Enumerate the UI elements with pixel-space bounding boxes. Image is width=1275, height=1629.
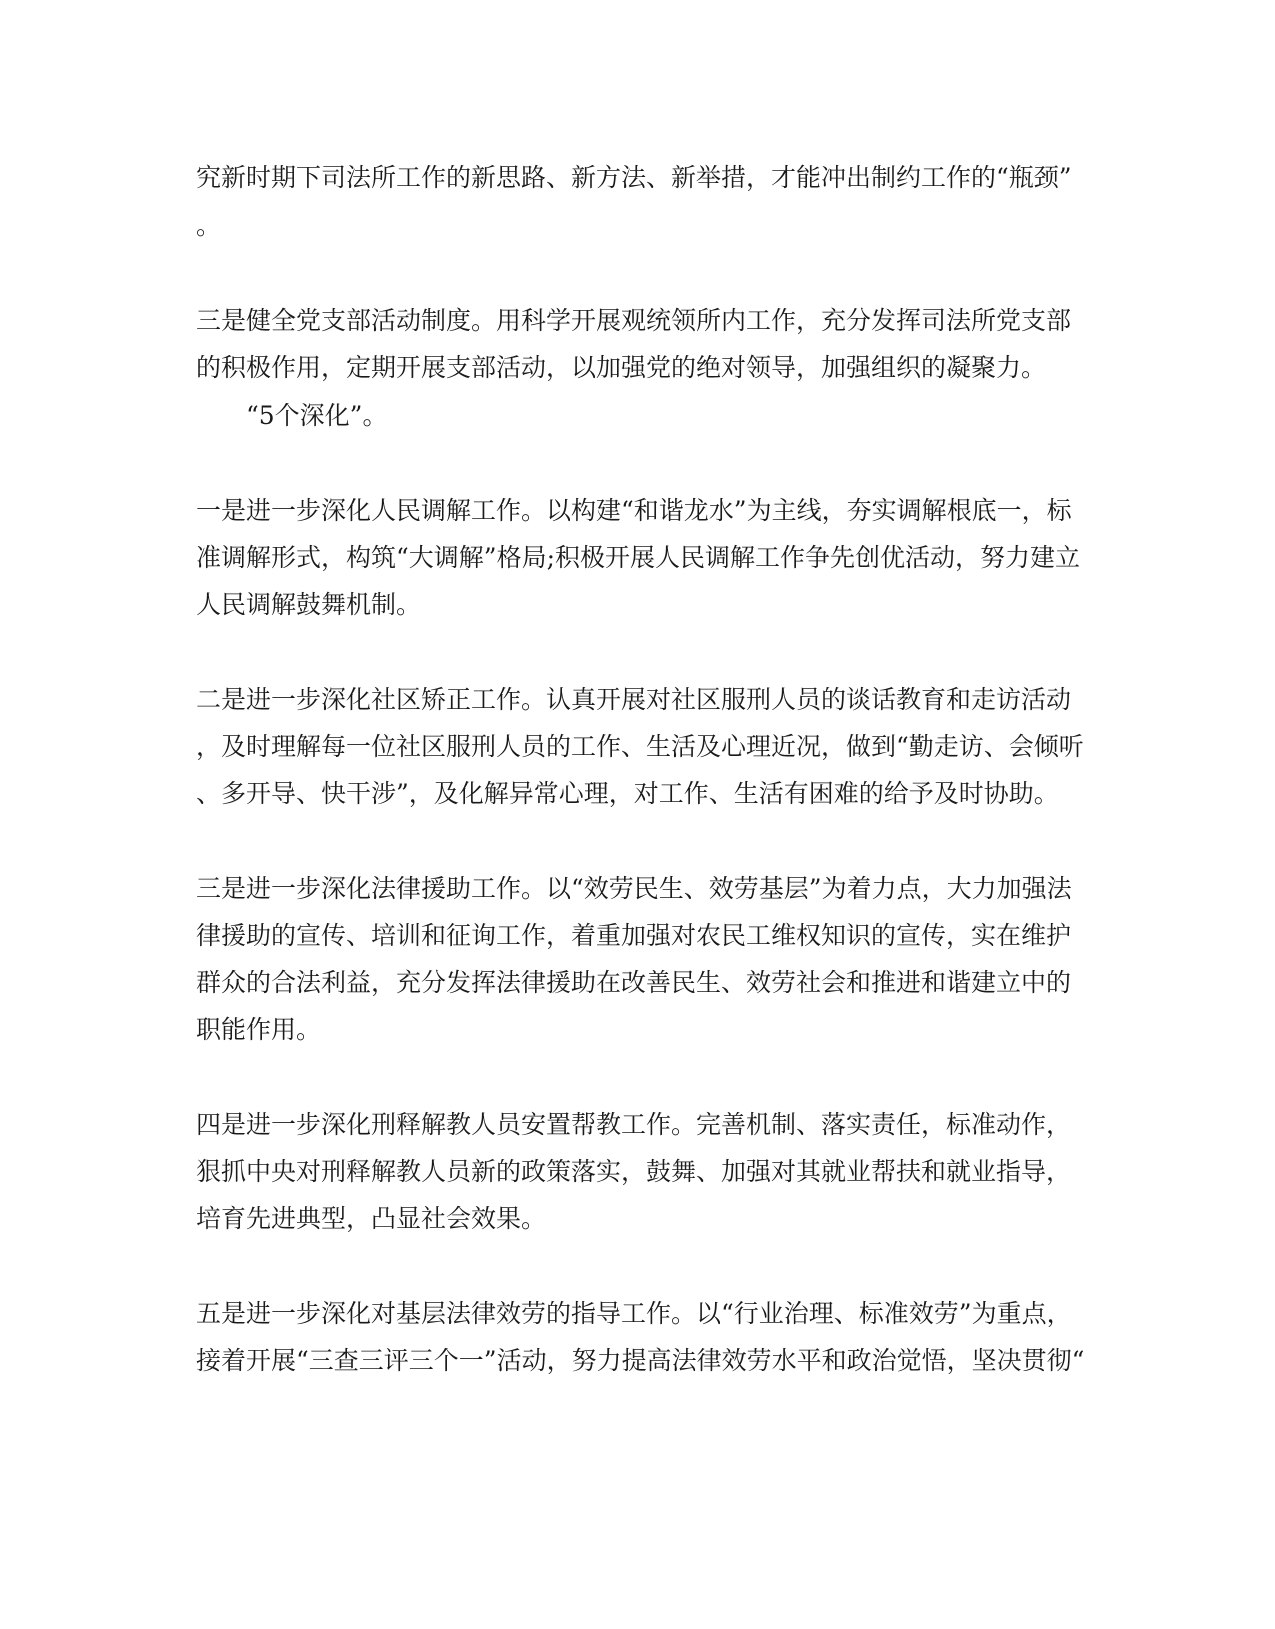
text-line: 准调解形式，构筑“大调解”格局;积极开展人民调解工作争先创优活动，努力建立 xyxy=(196,543,1080,572)
text-line: 五是进一步深化对基层法律效劳的指导工作。以“行业治理、标准效劳”为重点， xyxy=(196,1299,1072,1328)
text-line: 二是进一步深化社区矫正工作。认真开展对社区服刑人员的谈话教育和走访活动 xyxy=(196,685,1072,714)
text-line: 、多开导、快干涉”，及化解异常心理，对工作、生活有困难的给予及时协助。 xyxy=(196,779,1059,808)
text-line: 四是进一步深化刑释解教人员安置帮教工作。完善机制、落实责任，标准动作， xyxy=(196,1110,1072,1139)
text-line: 接着开展“三查三评三个一”活动，努力提高法律效劳水平和政治觉悟，坚决贯彻“ xyxy=(196,1346,1085,1375)
text-line: 职能作用。 xyxy=(196,1015,322,1044)
text-line: 。 xyxy=(196,211,222,240)
text-line: 培育先进典型，凸显社会效果。 xyxy=(196,1204,547,1233)
text-line: “5个深化”。 xyxy=(196,401,388,430)
text-line: 三是健全党支部活动制度。用科学开展观统领所内工作，充分发挥司法所党支部 xyxy=(196,306,1072,335)
text-line: 群众的合法利益，充分发挥法律援助在改善民生、效劳社会和推进和谐建立中的 xyxy=(196,968,1072,997)
text-line: 的积极作用，定期开展支部活动，以加强党的绝对领导，加强组织的凝聚力。 xyxy=(196,353,1047,382)
text-line: 究新时期下司法所工作的新思路、新方法、新举措，才能冲出制约工作的“瓶颈” xyxy=(196,163,1072,192)
text-line: 狠抓中央对刑释解教人员新的政策落实，鼓舞、加强对其就业帮扶和就业指导， xyxy=(196,1157,1072,1186)
text-line: 人民调解鼓舞机制。 xyxy=(196,590,422,619)
text-line: 三是进一步深化法律援助工作。以“效劳民生、效劳基层”为着力点，大力加强法 xyxy=(196,874,1072,903)
text-line: ，及时理解每一位社区服刑人员的工作、生活及心理近况，做到“勤走访、会倾听 xyxy=(196,732,1084,761)
text-line: 律援助的宣传、培训和征询工作，着重加强对农民工维权知识的宣传，实在维护 xyxy=(196,921,1072,950)
text-line: 一是进一步深化人民调解工作。以构建“和谐龙水”为主线，夯实调解根底一，标 xyxy=(196,496,1072,525)
